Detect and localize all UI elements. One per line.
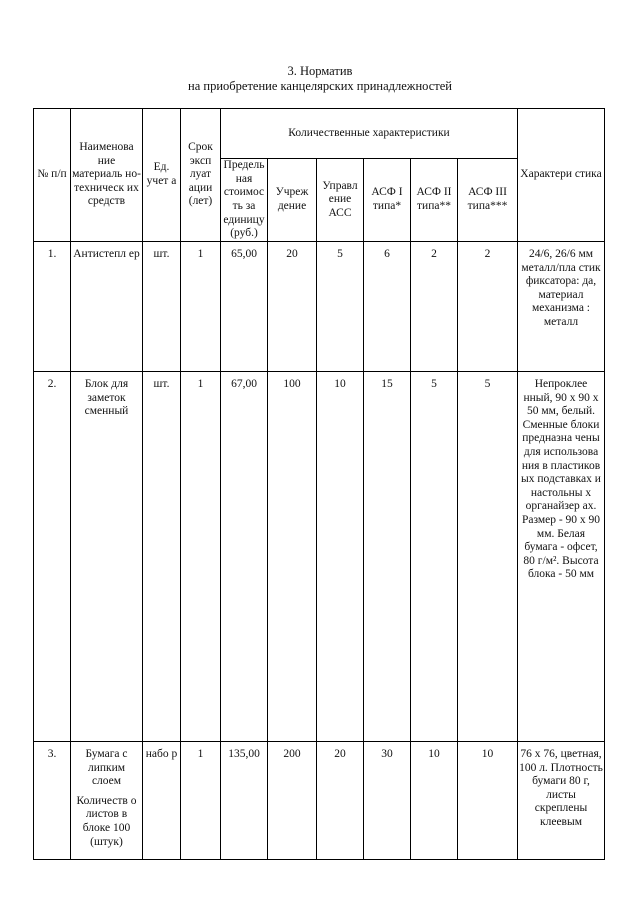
norm-table <box>33 108 605 860</box>
cell-price: 135,00 <box>221 742 268 860</box>
cell-characteristics: Непроклее нный, 90 х 90 х 50 мм, белый. Сменные блоки предназна чены для использова ния в пластиков ых подставках и настольны х органайзер ах. Размер - 90 х 90 мм. Белая бумага - офсет, 80 г/м². Высота блока - 50 мм <box>518 372 605 742</box>
cell-management: 10 <box>317 372 364 742</box>
cell-asf3: 10 <box>458 742 518 860</box>
cell-name <box>71 372 143 742</box>
cell-asf3: 5 <box>458 372 518 742</box>
table-row <box>34 242 605 372</box>
header-management: Управл ение АСС <box>317 159 364 242</box>
cell-unit: шт. <box>143 372 181 742</box>
document-subtitle: на приобретение канцелярских принадлежностей <box>188 79 452 93</box>
cell-term: 1 <box>181 242 221 372</box>
document-title: 3. Норматив <box>287 64 353 78</box>
header-quantity-group: Количественные характеристики <box>221 109 518 159</box>
table-row <box>34 742 605 860</box>
cell-term: 1 <box>181 372 221 742</box>
header-term: Срок эксп луат ации (лет) <box>181 109 221 242</box>
cell-num: 3. <box>34 742 71 860</box>
cell-characteristics: 76 х 76, цветная, 100 л. Плотность бумаги 80 г, листы скреплены клеевым <box>518 742 605 860</box>
header-asf2: АСФ II типа** <box>411 159 458 242</box>
header-name: Наименова ние материаль но-техническ их средств <box>71 109 143 242</box>
cell-characteristics: 24/6, 26/6 мм металл/пла стик фиксатора: да, материал механизма : металл <box>518 242 605 372</box>
cell-name <box>71 742 143 860</box>
cell-num: 1. <box>34 242 71 372</box>
cell-term: 1 <box>181 742 221 860</box>
cell-institution: 200 <box>268 742 317 860</box>
cell-unit: шт. <box>143 242 181 372</box>
cell-asf3: 2 <box>458 242 518 372</box>
cell-asf1: 15 <box>364 372 411 742</box>
cell-asf2: 10 <box>411 742 458 860</box>
table-row <box>34 372 605 742</box>
cell-price: 65,00 <box>221 242 268 372</box>
header-characteristics: Характери стика <box>518 109 605 242</box>
cell-asf1: 6 <box>364 242 411 372</box>
header-unit: Ед. учет а <box>143 109 181 242</box>
header-institution: Учреж дение <box>268 159 317 242</box>
cell-asf1: 30 <box>364 742 411 860</box>
name-text: Бумага с липким слоем <box>85 748 128 788</box>
cell-unit: набо р <box>143 742 181 860</box>
cell-num: 2. <box>34 372 71 742</box>
cell-management: 20 <box>317 742 364 860</box>
header-asf1: АСФ I типа* <box>364 159 411 242</box>
cell-institution: 100 <box>268 372 317 742</box>
cell-institution: 20 <box>268 242 317 372</box>
cell-asf2: 2 <box>411 242 458 372</box>
cell-management: 5 <box>317 242 364 372</box>
name-text: Антистепл ер <box>73 248 140 260</box>
cell-name <box>71 242 143 372</box>
header-price: Предель ная стоимос ть за единицу (руб.) <box>221 159 268 242</box>
cell-asf2: 5 <box>411 372 458 742</box>
header-asf3: АСФ III типа*** <box>458 159 518 242</box>
name-text: Блок для заметок сменный <box>84 378 129 418</box>
name-note: Количеств о листов в блоке 100 (штук) <box>76 794 137 848</box>
header-num: № п/п <box>34 109 71 242</box>
cell-price: 67,00 <box>221 372 268 742</box>
